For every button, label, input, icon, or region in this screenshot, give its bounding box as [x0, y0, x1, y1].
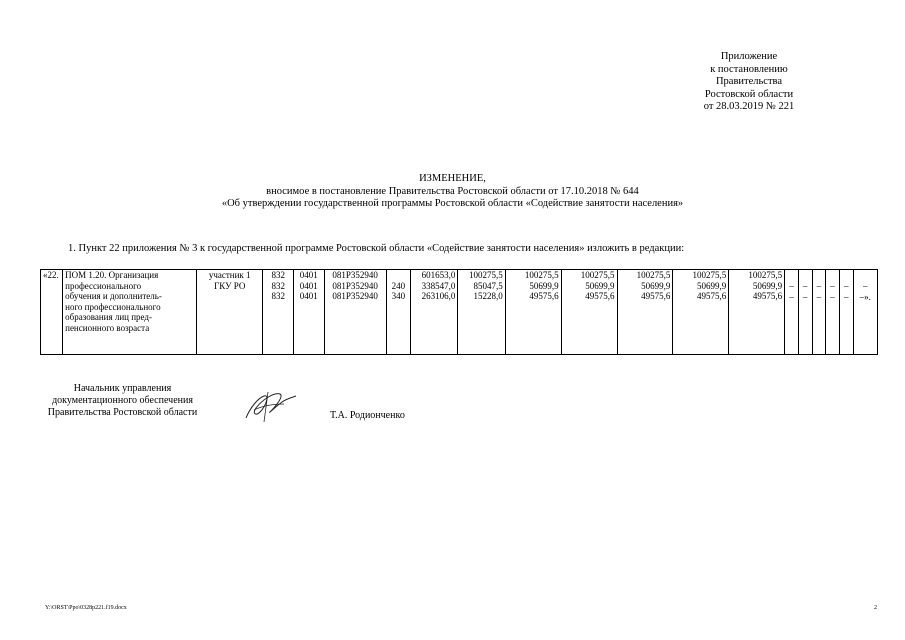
- grbs-cell: [263, 270, 294, 355]
- year-2028-cell: [826, 270, 840, 355]
- cell-line: 832: [271, 291, 285, 301]
- cell-line: 100275,5: [636, 270, 671, 280]
- year-2026-cell: [798, 270, 812, 355]
- cell-line: 0401: [299, 291, 318, 301]
- cell-line: 49575,6: [585, 291, 615, 301]
- cell-line: –: [816, 281, 822, 291]
- cell-line: обучения и дополнитель-: [65, 291, 162, 301]
- cell-line: 601653,0: [421, 270, 456, 280]
- cell-line: 100275,5: [748, 270, 783, 280]
- cell-line: 49575,6: [529, 291, 559, 301]
- cell-line: 50699,9: [641, 280, 671, 291]
- amendment-table: [40, 269, 878, 355]
- position-line: Начальник управления: [73, 383, 172, 394]
- cell-line: 240: [391, 280, 406, 291]
- cell-line: 100275,5: [692, 270, 727, 280]
- cell-line: 340: [391, 291, 406, 301]
- title-line: ИЗМЕНЕНИЕ,: [419, 173, 486, 184]
- cell-line: 081P352940: [332, 270, 378, 280]
- year-2020-cell: [505, 270, 561, 355]
- cell-line: 0401: [299, 270, 318, 280]
- cell-line: –: [802, 281, 808, 291]
- cell-line: 081P352940: [332, 291, 378, 301]
- title-line: вносимое в постановление Правительства Ростовской области от 17.10.2018 № 644: [266, 185, 639, 197]
- cell-line: –: [816, 291, 822, 302]
- year-2029-cell: [839, 270, 853, 355]
- cell-line: 15228,0: [473, 291, 503, 301]
- appendix-line: Ростовской области: [704, 88, 794, 100]
- cell-line: –: [789, 281, 794, 291]
- cell-line: –: [830, 281, 835, 291]
- cell-line: 49575,6: [752, 291, 783, 301]
- handwritten-signature: [240, 388, 300, 424]
- cell-line: ГКУ РО: [214, 280, 246, 291]
- cell-line: 081P352940: [332, 280, 378, 291]
- total-cell: [410, 270, 457, 355]
- year-2023-cell: [673, 270, 729, 355]
- year-2022-cell: [617, 270, 673, 355]
- cell-line: 50699,9: [752, 280, 783, 291]
- body-paragraph: 1. Пункт 22 приложения № 3 к государственной программе Ростовской области «Содействие занятости населения» изложить в редакции:: [68, 243, 685, 254]
- title-line: «Об утверждении государственной программы Ростовской области «Содействие занятости населения»: [221, 198, 684, 209]
- year-2030-cell: [853, 270, 877, 355]
- cell-line: участник 1: [208, 270, 251, 280]
- measure-name-cell: [63, 270, 197, 355]
- cell-line: –: [863, 281, 868, 291]
- rzpr-cell: [293, 270, 324, 355]
- cell-line: 100275,5: [524, 270, 559, 280]
- table-row: [41, 270, 878, 355]
- signatory-position: [40, 383, 205, 419]
- cell-line: 0401: [299, 280, 318, 291]
- year-2021-cell: [561, 270, 617, 355]
- cell-line: 832: [271, 280, 285, 291]
- cell-line: ного профессионального: [65, 301, 161, 312]
- page-number: 2: [874, 605, 877, 611]
- cell-line: 50699,9: [585, 280, 615, 291]
- row-number: «22.: [41, 270, 63, 355]
- document-title: [0, 173, 905, 211]
- file-path: Y:\ORST\Ppo\0328p221.f19.docx: [45, 605, 127, 611]
- cell-line: 100275,5: [580, 270, 615, 280]
- cell-line: –: [830, 291, 835, 302]
- cell-line: –: [844, 291, 849, 302]
- cell-line: 50699,9: [529, 280, 559, 291]
- cell-line: –: [844, 281, 849, 291]
- appendix-line: от 28.03.2019 № 221: [703, 101, 795, 112]
- cell-line: 85047,5: [473, 280, 503, 291]
- cell-line: 263106,0: [421, 291, 456, 301]
- cell-line: ПОМ 1.20. Организация: [65, 270, 159, 280]
- year-2025-cell: [785, 270, 799, 355]
- cell-line: профессионального: [65, 280, 142, 291]
- cell-line: 49575,6: [696, 291, 727, 301]
- cell-line: 50699,9: [696, 280, 727, 291]
- year-2027-cell: [812, 270, 826, 355]
- cell-line: [389, 270, 408, 281]
- year-2024-cell: [729, 270, 785, 355]
- cell-line: 338547,0: [421, 280, 456, 291]
- participant-cell: [197, 270, 263, 355]
- position-line: Правительства Ростовской области: [47, 407, 198, 418]
- csr-cell: [324, 270, 386, 355]
- signatory-name: Т.А. Родионченко: [330, 410, 405, 421]
- cell-line: пенсионного возраста: [65, 322, 150, 333]
- appendix-line: Правительства: [715, 76, 783, 87]
- cell-line: образования лиц пред-: [65, 312, 152, 322]
- cell-line: –: [789, 291, 794, 302]
- position-line: документационного обеспечения: [52, 395, 193, 406]
- cell-line: –: [802, 291, 808, 302]
- cell-line: 100275,5: [469, 270, 503, 280]
- year-2019-cell: [458, 270, 505, 355]
- vr-cell: [386, 270, 410, 355]
- appendix-line: к постановлению: [710, 63, 788, 75]
- appendix-header: [669, 51, 829, 114]
- appendix-line: Приложение: [720, 51, 778, 62]
- cell-line: –».: [859, 291, 871, 302]
- cell-line: 832: [271, 270, 285, 280]
- cell-line: 49575,6: [641, 291, 671, 301]
